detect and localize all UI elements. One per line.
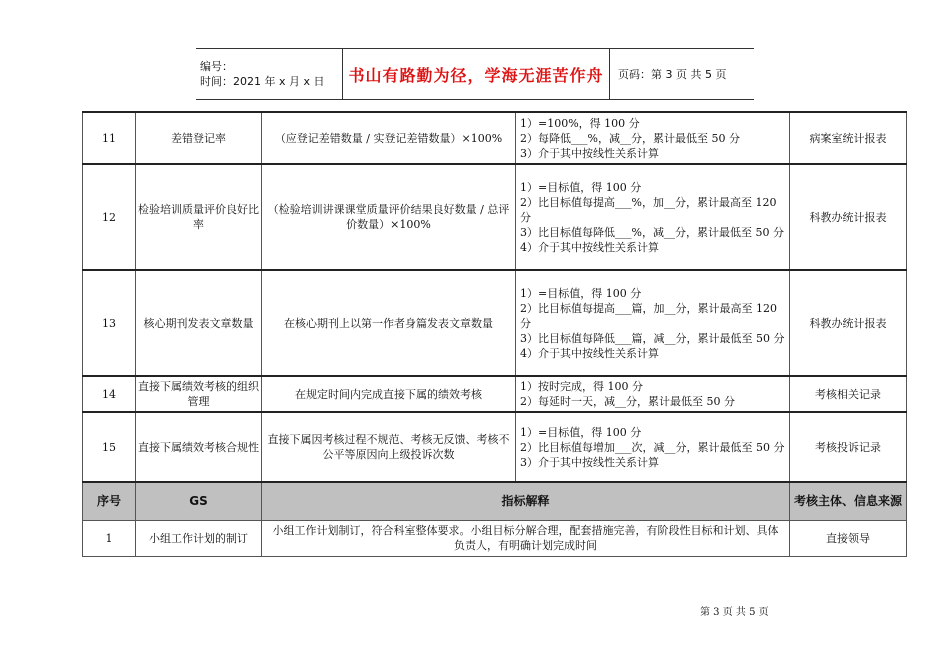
- scoring-criteria: [516, 270, 790, 376]
- column-header-gs: GS: [136, 482, 262, 520]
- criteria-line: 3）比目标值每降低___篇，减__分，累计最低至 50 分: [520, 331, 785, 345]
- criteria-line: 1）=目标值，得 100 分: [520, 286, 642, 300]
- scoring-criteria: [516, 112, 790, 164]
- table-row: [83, 164, 907, 270]
- row-number: 12: [83, 164, 136, 270]
- criteria-line: 2）每降低___%，减__分，累计最低至 50 分: [520, 131, 740, 145]
- document-date-label: 时间：2021 年 x 月 x 日: [200, 75, 325, 88]
- document-number-label: 编号：: [200, 60, 233, 73]
- data-source: 考核相关记录: [790, 376, 907, 412]
- indicator-formula: 在规定时间内完成直接下属的绩效考核: [262, 376, 516, 412]
- indicator-name: 差错登记率: [136, 112, 262, 164]
- row-number: 1: [83, 520, 136, 556]
- header-page-label: 页码：第 3 页 共 5 页: [618, 68, 727, 81]
- criteria-line: 2）比目标值每增加___次，减__分，累计最低至 50 分: [520, 440, 785, 454]
- gs-explanation: 小组工作计划制订，符合科室整体要求。小组目标分解合理，配套措施完善，有阶段性目标和计划、具体负责人，有明确计划完成时间: [262, 520, 790, 556]
- data-source: 直接领导: [790, 520, 907, 556]
- criteria-line: 2）比目标值每提高___篇，加__分，累计最高至 120 分: [520, 301, 777, 330]
- header-meta: [196, 49, 343, 99]
- table-row: [83, 376, 907, 412]
- row-number: 14: [83, 376, 136, 412]
- row-number: 13: [83, 270, 136, 376]
- indicator-formula: （应登记差错数量 / 实登记差错数量）×100%: [262, 112, 516, 164]
- data-source: 科教办统计报表: [790, 164, 907, 270]
- table-row: [83, 112, 907, 164]
- column-header-source: 考核主体、信息来源: [790, 482, 907, 520]
- page-footer: 第 3 页 共 5 页: [700, 607, 769, 618]
- indicator-name: 直接下属绩效考核合规性: [136, 412, 262, 482]
- criteria-line: 4）介于其中按线性关系计算: [520, 346, 659, 360]
- criteria-line: 1）=目标值，得 100 分: [520, 180, 642, 194]
- indicator-name: 直接下属绩效考核的组织管理: [136, 376, 262, 412]
- indicator-name: 核心期刊发表文章数量: [136, 270, 262, 376]
- row-number: 15: [83, 412, 136, 482]
- criteria-line: 1）=100%，得 100 分: [520, 116, 640, 130]
- table-row: [83, 412, 907, 482]
- gs-name: 小组工作计划的制订: [136, 520, 262, 556]
- criteria-line: 2）比目标值每提高___%，加__分，累计最高至 120 分: [520, 195, 777, 224]
- header-motto: 书山有路勤为径，学海无涯苦作舟: [348, 65, 604, 85]
- indicator-formula: 在核心期刊上以第一作者身篇发表文章数量: [262, 270, 516, 376]
- criteria-line: 1）按时完成，得 100 分: [520, 380, 643, 393]
- page-header: [196, 48, 754, 100]
- column-header-explanation: 指标解释: [262, 482, 790, 520]
- criteria-line: 4）介于其中按线性关系计算: [520, 240, 659, 254]
- row-number: 11: [83, 112, 136, 164]
- scoring-criteria: [516, 376, 790, 412]
- indicator-name: 检验培训质量评价良好比率: [136, 164, 262, 270]
- criteria-line: 3）比目标值每降低___%，减__分，累计最低至 50 分: [520, 225, 784, 239]
- criteria-line: 3）介于其中按线性关系计算: [520, 455, 659, 469]
- table-row: [83, 520, 907, 556]
- table-row: [83, 270, 907, 376]
- header-motto-cell: [343, 49, 610, 99]
- gs-header-row: [83, 482, 907, 520]
- data-source: 考核投诉记录: [790, 412, 907, 482]
- criteria-line: 3）介于其中按线性关系计算: [520, 146, 659, 160]
- indicator-formula: 直接下属因考核过程不规范、考核无反馈、考核不公平等原因向上级投诉次数: [262, 412, 516, 482]
- column-header-number: 序号: [83, 482, 136, 520]
- scoring-criteria: [516, 164, 790, 270]
- indicator-formula: （检验培训讲课课堂质量评价结果良好数量 / 总评价数量）×100%: [262, 164, 516, 270]
- kpi-table: [82, 111, 907, 557]
- criteria-line: 1）=目标值，得 100 分: [520, 425, 642, 439]
- data-source: 病案室统计报表: [790, 112, 907, 164]
- criteria-line: 2）每延时一天，减__分，累计最低至 50 分: [520, 395, 735, 408]
- data-source: 科教办统计报表: [790, 270, 907, 376]
- scoring-criteria: [516, 412, 790, 482]
